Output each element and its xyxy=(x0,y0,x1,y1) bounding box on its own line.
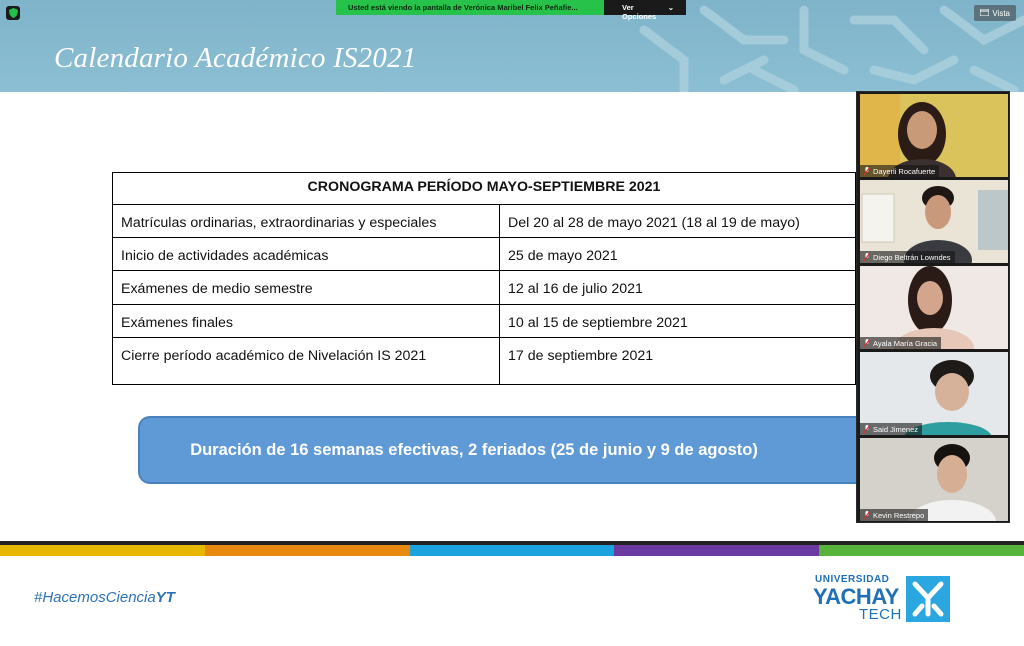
view-options-label: Ver Opciones xyxy=(622,3,657,21)
table-row xyxy=(113,205,856,238)
participant-label xyxy=(860,509,928,521)
date-cell: 25 de mayo 2021 xyxy=(500,238,856,271)
date-cell: 12 al 16 de julio 2021 xyxy=(500,271,856,304)
hashtag-suffix: YT xyxy=(155,589,175,606)
activity-cell: Matrículas ordinarias, extraordinarias y especiales xyxy=(113,205,500,238)
table-row xyxy=(113,337,856,384)
participant-label xyxy=(860,165,939,177)
mic-muted-icon xyxy=(864,511,870,519)
mic-muted-icon xyxy=(864,167,870,175)
duration-text: Duración de 16 semanas efectivas, 2 feriados (25 de junio y 9 de agosto) xyxy=(190,440,758,459)
yachay-tech-logo xyxy=(813,574,951,624)
logo-mark-icon xyxy=(906,576,950,622)
participant-name: Ayala María Gracia xyxy=(873,338,938,348)
logo-line-3: TECH xyxy=(859,606,902,623)
share-message: Usted está viendo la pantalla de Verónica Maribel Felix Peñafie... xyxy=(336,0,604,15)
mic-muted-icon xyxy=(864,339,870,347)
table-heading: CRONOGRAMA PERÍODO MAYO-SEPTIEMBRE 2021 xyxy=(113,173,856,205)
chevron-down-icon: ⌄ xyxy=(667,3,674,12)
participant-tile[interactable] xyxy=(860,352,1008,435)
hashtag xyxy=(34,589,175,606)
participant-label xyxy=(860,251,955,263)
activity-cell: Cierre período académico de Nivelación IS 2021 xyxy=(113,337,500,384)
participant-tile[interactable] xyxy=(860,180,1008,263)
date-cell: 10 al 15 de septiembre 2021 xyxy=(500,304,856,337)
logo-line-1: UNIVERSIDAD xyxy=(815,574,890,585)
activity-cell: Inicio de actividades académicas xyxy=(113,238,500,271)
schedule-table xyxy=(112,172,856,385)
participant-name: Said Jimenez xyxy=(873,424,919,434)
slide-title: Calendario Académico IS2021 xyxy=(54,42,417,74)
participant-gallery xyxy=(856,91,1010,523)
logo-line-2: YACHAY xyxy=(813,584,899,609)
view-label: Vista xyxy=(992,8,1010,18)
date-cell: 17 de septiembre 2021 xyxy=(500,337,856,384)
participant-name: Diego Beltrán Lowndes xyxy=(873,252,951,262)
table-row xyxy=(113,304,856,337)
table-row xyxy=(113,271,856,304)
gallery-view-icon xyxy=(980,9,989,18)
mic-muted-icon xyxy=(864,425,870,433)
view-button[interactable] xyxy=(974,5,1016,21)
view-options-button[interactable] xyxy=(604,0,686,21)
security-shield-icon[interactable] xyxy=(6,6,20,20)
stripe-top-edge xyxy=(0,541,1024,545)
participant-tile[interactable] xyxy=(860,94,1008,177)
duration-callout xyxy=(138,416,858,484)
activity-cell: Exámenes de medio semestre xyxy=(113,271,500,304)
participant-tile[interactable] xyxy=(860,438,1008,521)
participant-label xyxy=(860,423,922,435)
date-cell: Del 20 al 28 de mayo 2021 (18 al 19 de mayo) xyxy=(500,205,856,238)
activity-cell: Exámenes finales xyxy=(113,304,500,337)
participant-name: Dayerli Rocafuerte xyxy=(873,166,936,176)
hashtag-prefix: #HacemosCiencia xyxy=(34,589,156,606)
participant-name: Kevin Restrepo xyxy=(873,510,925,520)
participant-tile[interactable] xyxy=(860,266,1008,349)
participant-label xyxy=(860,337,941,349)
mic-muted-icon xyxy=(864,253,870,261)
screen-share-banner xyxy=(336,0,686,21)
table-row xyxy=(113,238,856,271)
